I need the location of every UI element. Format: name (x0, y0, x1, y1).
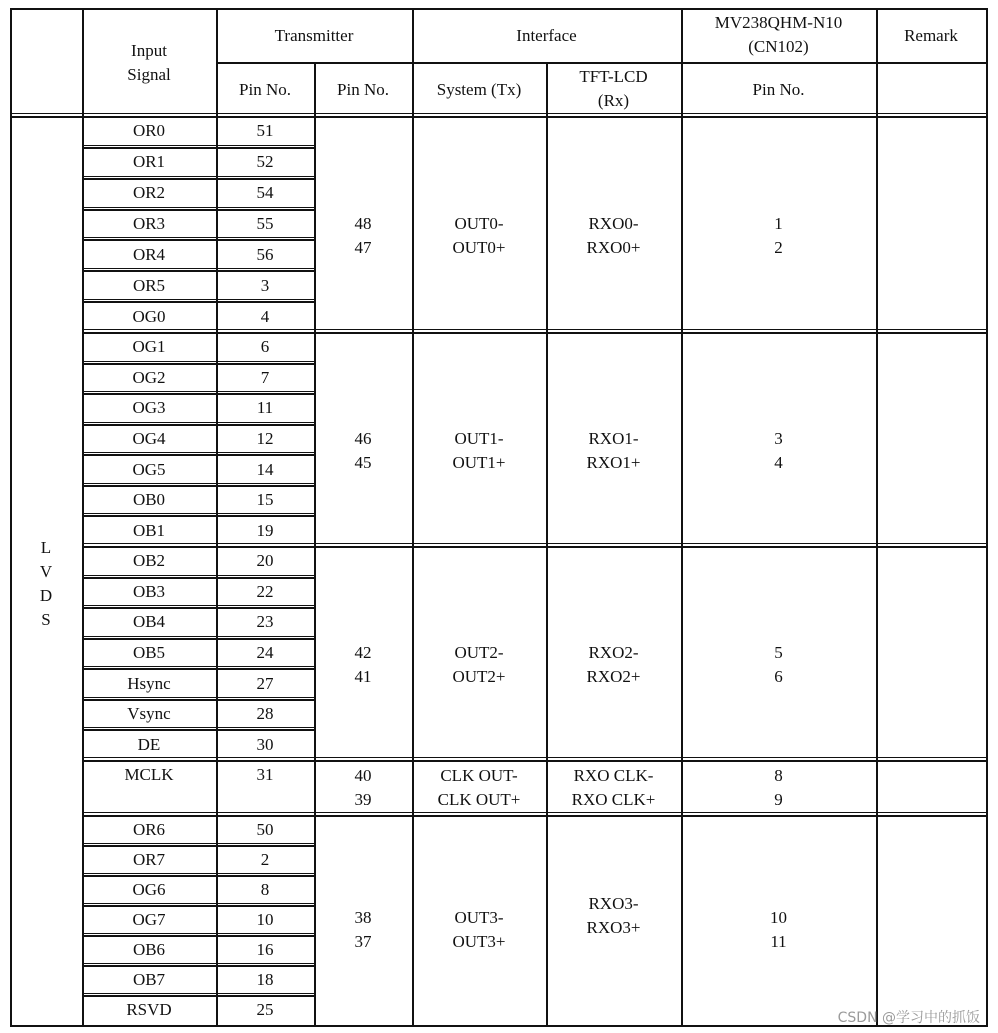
interface-pin-cell: 45 (354, 453, 372, 472)
grid-line-horizontal (82, 513, 314, 514)
transmitter-pin-cell: 51 (256, 121, 274, 141)
signal-cell: OR0 (132, 121, 166, 141)
transmitter-pin-cell: 22 (256, 581, 274, 601)
system-tx-cell: OUT2- (454, 643, 504, 662)
signal-cell: Hsync (127, 673, 171, 693)
tft-rx-cell: RXO1+ (586, 453, 641, 472)
header-panel: (CN102) (748, 37, 809, 56)
interface-pin-cell: 42 (354, 643, 372, 662)
transmitter-pin-cell: 15 (256, 490, 274, 510)
system-tx-cell: OUT0- (454, 214, 504, 233)
header-interface-pin: Pin No. (337, 80, 389, 99)
grid-line-horizontal (10, 8, 988, 10)
interface-pin-cell: 46 (354, 429, 372, 448)
panel-pin-cell: 1 (774, 214, 783, 233)
transmitter-pin-cell: 16 (256, 940, 274, 959)
grid-line-horizontal (82, 268, 314, 269)
grid-line-horizontal (82, 699, 314, 701)
grid-line-horizontal (82, 935, 314, 937)
grid-line-horizontal (82, 577, 314, 579)
grid-line-horizontal (82, 176, 314, 177)
signal-cell: OB3 (132, 581, 166, 601)
grid-line-vertical (986, 8, 988, 1027)
system-tx-cell: OUT1- (454, 429, 504, 448)
panel-pin-cell: 10 (770, 908, 787, 927)
interface-pin-cell: 39 (354, 790, 372, 809)
signal-cell: RSVD (126, 1000, 172, 1019)
grid-line-horizontal (82, 145, 314, 146)
transmitter-pin-cell: 6 (260, 337, 270, 357)
signal-cell: OB0 (132, 490, 166, 510)
system-tx-cell: CLK OUT- (440, 766, 518, 785)
header-panel-pin: Pin No. (752, 80, 805, 99)
grid-line-vertical (10, 8, 12, 1027)
header-system-tx: System (Tx) (436, 80, 522, 99)
tft-rx-cell: RXO CLK- (573, 766, 654, 785)
transmitter-pin-cell: 7 (260, 367, 270, 387)
grid-line-horizontal (82, 697, 314, 698)
grid-line-horizontal (82, 729, 314, 731)
signal-cell: OG7 (132, 910, 166, 929)
grid-line-horizontal (82, 638, 314, 640)
transmitter-pin-cell: 27 (256, 673, 274, 693)
header-panel: MV238QHM-N10 (714, 13, 843, 32)
grid-line-horizontal (82, 301, 314, 303)
system-tx-cell: OUT3+ (452, 932, 506, 951)
grid-line-horizontal (82, 393, 314, 395)
tft-rx-cell: RXO0+ (586, 238, 641, 257)
transmitter-pin-cell: 28 (256, 704, 274, 724)
header-transmitter-pin: Pin No. (239, 80, 291, 99)
tft-rx-cell: RXO CLK+ (571, 790, 656, 809)
header-tft-lcd: TFT-LCD (579, 67, 648, 86)
transmitter-pin-cell: 20 (256, 551, 274, 571)
header-tft-lcd: (Rx) (597, 91, 630, 110)
transmitter-pin-cell: 11 (256, 398, 274, 418)
interface-pin-cell: 38 (354, 908, 372, 927)
header-input-signal: Signal (127, 65, 171, 84)
grid-line-horizontal (82, 329, 986, 330)
transmitter-pin-cell: 3 (260, 275, 270, 295)
transmitter-pin-cell: 50 (256, 820, 274, 839)
grid-line-horizontal (82, 760, 986, 762)
tft-rx-cell: RXO3- (588, 894, 639, 913)
side-label-lvds: V (39, 562, 53, 581)
side-label-lvds: L (40, 538, 52, 557)
grid-line-horizontal (82, 391, 314, 392)
grid-line-horizontal (82, 424, 314, 426)
grid-line-horizontal (82, 363, 314, 365)
system-tx-cell: OUT0+ (452, 238, 506, 257)
interface-pin-cell: 41 (354, 667, 372, 686)
grid-line-horizontal (82, 815, 986, 817)
signal-cell: OG6 (132, 880, 166, 899)
transmitter-pin-cell: 56 (256, 244, 274, 264)
panel-pin-cell: 4 (774, 453, 783, 472)
signal-cell: OG4 (132, 429, 166, 448)
signal-cell: DE (137, 734, 161, 754)
signal-cell: Vsync (127, 704, 171, 724)
tft-rx-cell: RXO0- (588, 214, 639, 233)
signal-cell: OB4 (132, 612, 166, 632)
panel-pin-cell: 11 (770, 932, 787, 951)
transmitter-pin-cell: 10 (256, 910, 274, 929)
grid-line-horizontal (10, 116, 988, 118)
header-remark: Remark (904, 26, 958, 45)
system-tx-cell: CLK OUT+ (437, 790, 521, 809)
signal-cell: OB7 (132, 970, 166, 989)
grid-line-horizontal (82, 993, 314, 994)
transmitter-pin-cell: 14 (256, 459, 274, 479)
panel-pin-cell: 8 (774, 766, 783, 785)
grid-line-horizontal (82, 299, 314, 300)
transmitter-pin-cell: 55 (256, 214, 274, 233)
transmitter-pin-cell: 30 (256, 734, 274, 754)
signal-cell: OR3 (132, 214, 166, 233)
grid-line-horizontal (82, 147, 314, 149)
grid-line-horizontal (82, 239, 314, 241)
signal-cell: OG0 (132, 306, 166, 326)
signal-cell: OR5 (132, 275, 166, 295)
grid-line-horizontal (82, 607, 314, 609)
grid-line-horizontal (82, 237, 314, 238)
grid-line-horizontal (82, 668, 314, 670)
tft-rx-cell: RXO2+ (586, 667, 641, 686)
grid-line-horizontal (82, 666, 314, 667)
transmitter-pin-cell: 2 (260, 850, 270, 869)
signal-cell: OG1 (132, 337, 166, 357)
signal-cell: OR2 (132, 183, 166, 203)
interface-pin-cell: 48 (354, 214, 372, 233)
grid-line-horizontal (82, 873, 314, 874)
signal-cell: OG3 (132, 398, 166, 418)
grid-line-horizontal (82, 270, 314, 272)
signal-cell: MCLK (124, 765, 174, 785)
panel-pin-cell: 6 (774, 667, 783, 686)
grid-line-horizontal (82, 605, 314, 606)
signal-cell: OR4 (132, 244, 166, 264)
transmitter-pin-cell: 24 (256, 643, 274, 662)
header-transmitter: Transmitter (274, 26, 354, 45)
transmitter-pin-cell: 12 (256, 429, 274, 448)
tft-rx-cell: RXO3+ (586, 918, 641, 937)
grid-line-horizontal (82, 727, 314, 728)
transmitter-pin-cell: 31 (256, 765, 274, 785)
grid-line-horizontal (82, 845, 314, 847)
grid-line-horizontal (82, 995, 314, 997)
transmitter-pin-cell: 8 (260, 880, 270, 899)
transmitter-pin-cell: 18 (256, 970, 274, 989)
side-label-lvds: D (39, 586, 53, 605)
panel-pin-cell: 3 (774, 429, 783, 448)
grid-line-horizontal (82, 905, 314, 907)
interface-pin-cell: 40 (354, 766, 372, 785)
grid-line-horizontal (82, 963, 314, 964)
panel-pin-cell: 5 (774, 643, 783, 662)
signal-cell: OB5 (132, 643, 166, 662)
grid-line-horizontal (82, 422, 314, 423)
grid-line-horizontal (82, 875, 314, 877)
grid-line-horizontal (82, 546, 986, 548)
header-input-signal: Input (131, 41, 167, 60)
signal-cell: OG5 (132, 459, 166, 479)
grid-line-horizontal (82, 209, 314, 211)
grid-line-horizontal (82, 965, 314, 967)
grid-line-horizontal (82, 207, 314, 208)
grid-line-horizontal (82, 485, 314, 487)
transmitter-pin-cell: 4 (260, 306, 270, 326)
transmitter-pin-cell: 25 (256, 1000, 274, 1019)
system-tx-cell: OUT1+ (452, 453, 506, 472)
watermark: CSDN @学习中的抓饭 (837, 1010, 980, 1026)
grid-line-horizontal (82, 812, 986, 813)
tft-rx-cell: RXO1- (588, 429, 639, 448)
side-label-lvds: S (41, 610, 51, 629)
grid-line-horizontal (82, 515, 314, 517)
grid-line-horizontal (82, 543, 986, 544)
transmitter-pin-cell: 23 (256, 612, 274, 632)
grid-line-horizontal (82, 757, 986, 758)
transmitter-pin-cell: 52 (256, 152, 274, 172)
signal-cell: OR6 (132, 820, 166, 839)
grid-line-horizontal (82, 483, 314, 484)
grid-line-horizontal (10, 113, 988, 114)
grid-line-horizontal (216, 62, 986, 64)
system-tx-cell: OUT3- (454, 908, 504, 927)
panel-pin-cell: 2 (774, 238, 783, 257)
grid-line-vertical (876, 116, 878, 1025)
transmitter-pin-cell: 54 (256, 183, 274, 203)
grid-line-horizontal (82, 452, 314, 453)
interface-pin-cell: 37 (354, 932, 372, 951)
signal-cell: OR7 (132, 850, 166, 869)
system-tx-cell: OUT2+ (452, 667, 506, 686)
grid-line-horizontal (82, 933, 314, 934)
grid-line-horizontal (82, 454, 314, 456)
signal-cell: OB6 (132, 940, 166, 959)
grid-line-horizontal (82, 332, 986, 334)
signal-cell: OB1 (132, 520, 166, 540)
grid-line-horizontal (82, 361, 314, 362)
grid-line-horizontal (82, 575, 314, 576)
grid-line-horizontal (82, 843, 314, 844)
grid-line-horizontal (82, 178, 314, 180)
grid-line-horizontal (82, 903, 314, 904)
transmitter-pin-cell: 19 (256, 520, 274, 540)
panel-pin-cell: 9 (774, 790, 783, 809)
header-interface: Interface (516, 26, 577, 45)
tft-rx-cell: RXO2- (588, 643, 639, 662)
signal-cell: OR1 (132, 152, 166, 172)
interface-pin-cell: 47 (354, 238, 372, 257)
signal-cell: OG2 (132, 367, 166, 387)
grid-line-horizontal (82, 636, 314, 637)
signal-cell: OB2 (132, 551, 166, 571)
